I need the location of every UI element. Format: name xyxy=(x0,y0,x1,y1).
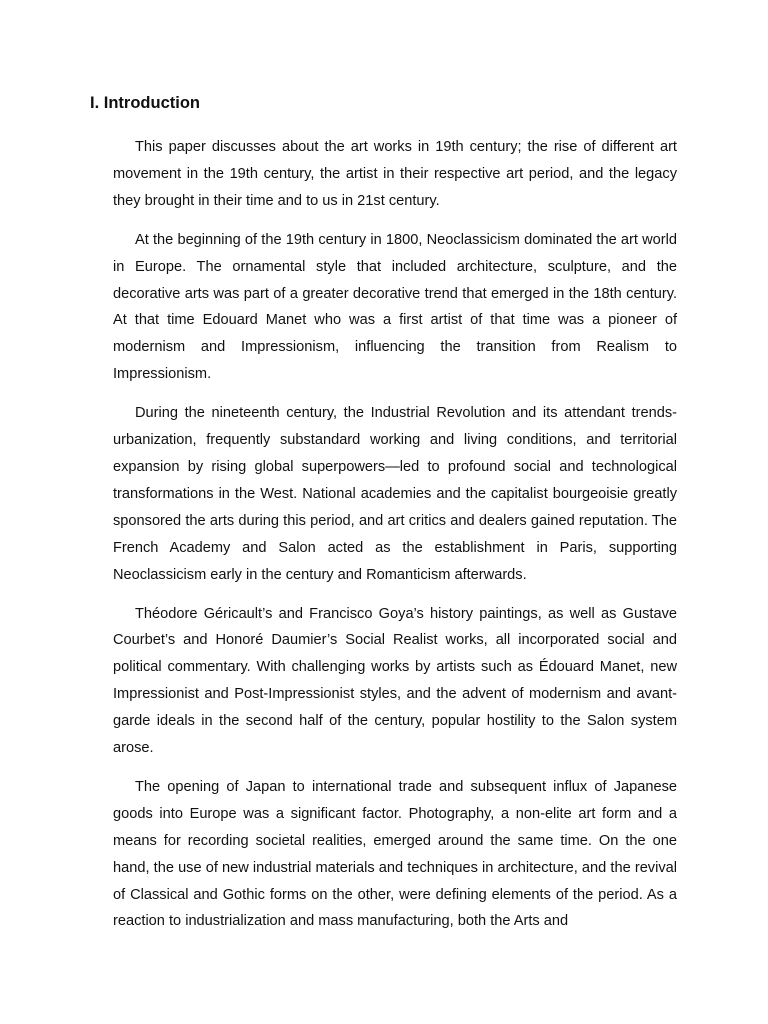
paragraph: The opening of Japan to international trade and subsequent influx of Japanese goods into Europe was a significant factor. Photography, a non-elite art form and a means for recording societal realities, emerged around the same time. On the one hand, the use of new industrial materials and techniques in architecture, and the revival of Classical and Gothic forms on the other, were defining elements of the period. As a reaction to industrialization and mass manufacturing, both the Arts and xyxy=(113,778,677,930)
paragraph: This paper discusses about the art works in 19th century; the rise of different art movement in the 19th century, the artist in their respective art period, and the legacy they brought in their time and to us in 21st century. xyxy=(113,139,677,209)
paragraph: During the nineteenth century, the Industrial Revolution and its attendant trends-urbanization, frequently substandard working and living conditions, and territorial expansion by rising global superpowers—led to profound social and technological transformations in the West. National academies and the capitalist bourgeoisie greatly sponsored the arts during this period, and art critics and dealers gained reputation. The French Academy and Salon acted as the establishment in Paris, supporting Neoclassicism early in the century and Romanticism afterwards. xyxy=(113,405,677,583)
section-heading: I. Introduction xyxy=(90,94,200,112)
body-text xyxy=(113,134,677,947)
paragraph: Théodore Géricault’s and Francisco Goya’s history paintings, as well as Gustave Courbet’s and Honoré Daumier’s Social Realist works, all incorporated social and political commentary. With challenging works by artists such as Édouard Manet, new Impressionist and Post-Impressionist styles, and the advent of modernism and avant-garde ideals in the second half of the century, popular hostility to the Salon system arose. xyxy=(113,605,677,757)
paragraph: At the beginning of the 19th century in 1800, Neoclassicism dominated the art world in Europe. The ornamental style that included architecture, sculpture, and the decorative arts was part of a greater decorative trend that emerged in the 18th century. At that time Edouard Manet who was a first artist of that time was a pioneer of modernism and Impressionism, influencing the transition from Realism to Impressionism. xyxy=(113,231,677,383)
